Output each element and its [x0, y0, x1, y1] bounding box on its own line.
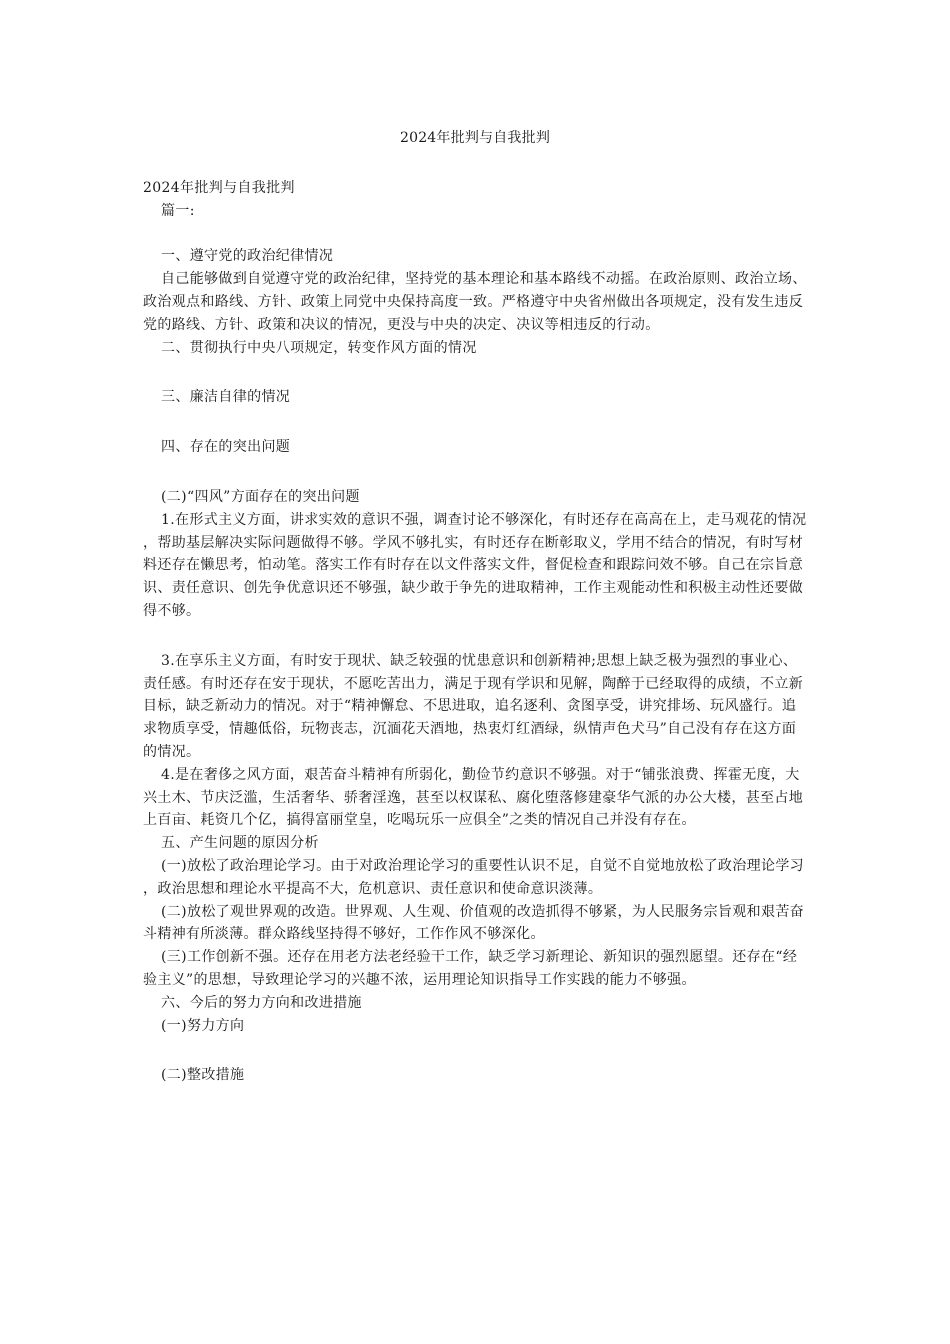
document-body: [143, 177, 808, 1087]
section-heading-5: 五、产生问题的原因分析: [161, 835, 319, 852]
subtitle: 2024年批判与自我批判: [143, 180, 295, 196]
document-title: 2024年批判与自我批判: [399, 130, 551, 146]
subsection-measures: (二)整改措施: [161, 1067, 245, 1084]
paragraph-extravagance: 4.是在奢侈之风方面，艰苦奋斗精神有所弱化，勤俭节约意识不够强。对于“铺张浪费、挥霍无度，大兴土木、节庆泛滥，生活奢华、骄奢淫逸，甚至以权谋私、腐化堕落修建豪华气派的办公大楼，甚至占地上百亩、耗资几个亿，搞得富丽堂皇，吃喝玩乐一应俱全”之类的情况自己并没有存在。: [143, 766, 804, 829]
paragraph-cause-2: (二)放松了观世界观的改造。世界观、人生观、价值观的改造抓得不够紧，为人民服务宗旨观和艰苦奋斗精神有所淡薄。群众路线坚持得不够好，工作作风不够深化。: [143, 903, 805, 943]
section-heading-2: 二、贯彻执行中央八项规定，转变作风方面的情况: [161, 339, 477, 356]
subsection-four-winds: (二)“四风”方面存在的突出问题: [161, 488, 360, 505]
subsection-direction: (一)努力方向: [161, 1017, 245, 1034]
paragraph-political-discipline: 自己能够做到自觉遵守党的政治纪律，坚持党的基本理论和基本路线不动摇。在政治原则、政治立场、政治观点和路线、方针、政策上同党中央保持高度一致。严格遵守中央省州做出各项规定，没有发生违反党的路线、方针、政策和决议的情况，更没与中央的决定、决议等相违反的行动。: [143, 271, 807, 333]
paragraph-cause-1: (一)放松了政治理论学习。由于对政治理论学习的重要性认识不足，自觉不自觉地放松了政治理论学习，政治思想和理论水平提高不大，危机意识、责任意识和使命意识淡薄。: [143, 857, 805, 897]
paragraph-formalism: 1.在形式主义方面，讲求实效的意识不强，调查讨论不够深化，有时还存在高高在上，走马观花的情况，帮助基层解决实际问题做得不够。学风不够扎实，有时还存在断彰取义，学用不结合的情况，有时写材料还存在懒思考，怕动笔。落实工作有时存在以文件落实文件，督促检查和跟踪问效不够。自己在宗旨意识、责任意识、创先争优意识还不够强，缺少敢于争先的进取精神，工作主观能动性和积极主动性还要做得不够。: [143, 511, 807, 619]
section-heading-1: 一、遵守党的政治纪律情况: [161, 248, 334, 265]
part-label: 篇一:: [161, 202, 195, 219]
section-heading-4: 四、存在的突出问题: [161, 439, 291, 456]
paragraph-cause-3: (三)工作创新不强。还存在用老方法老经验干工作，缺乏学习新理论、新知识的强烈愿望。还存在“经验主义”的思想，导致理论学习的兴趣不浓，运用理论知识指导工作实践的能力不够强。: [143, 949, 798, 988]
section-heading-3: 三、廉洁自律的情况: [161, 389, 291, 406]
section-heading-6: 六、今后的努力方向和改进措施: [161, 994, 362, 1011]
paragraph-hedonism: 3.在享乐主义方面，有时安于现状、缺乏较强的忧患意识和创新精神;思想上缺乏极为强烈的事业心、责任感。有时还存在安于现状，不愿吃苦出力，满足于现有学识和见解，陶醉于已经取得的成绩，不立新目标，缺乏新动力的情况。对于“精神懈怠、不思进取，追名逐利、贪图享受，讲究排场、玩风盛行。追求物质享受，情趣低俗，玩物丧志，沉湎花天酒地，热衷灯红酒绿，纵情声色犬马”自己没有存在这方面的情况。: [143, 652, 804, 760]
